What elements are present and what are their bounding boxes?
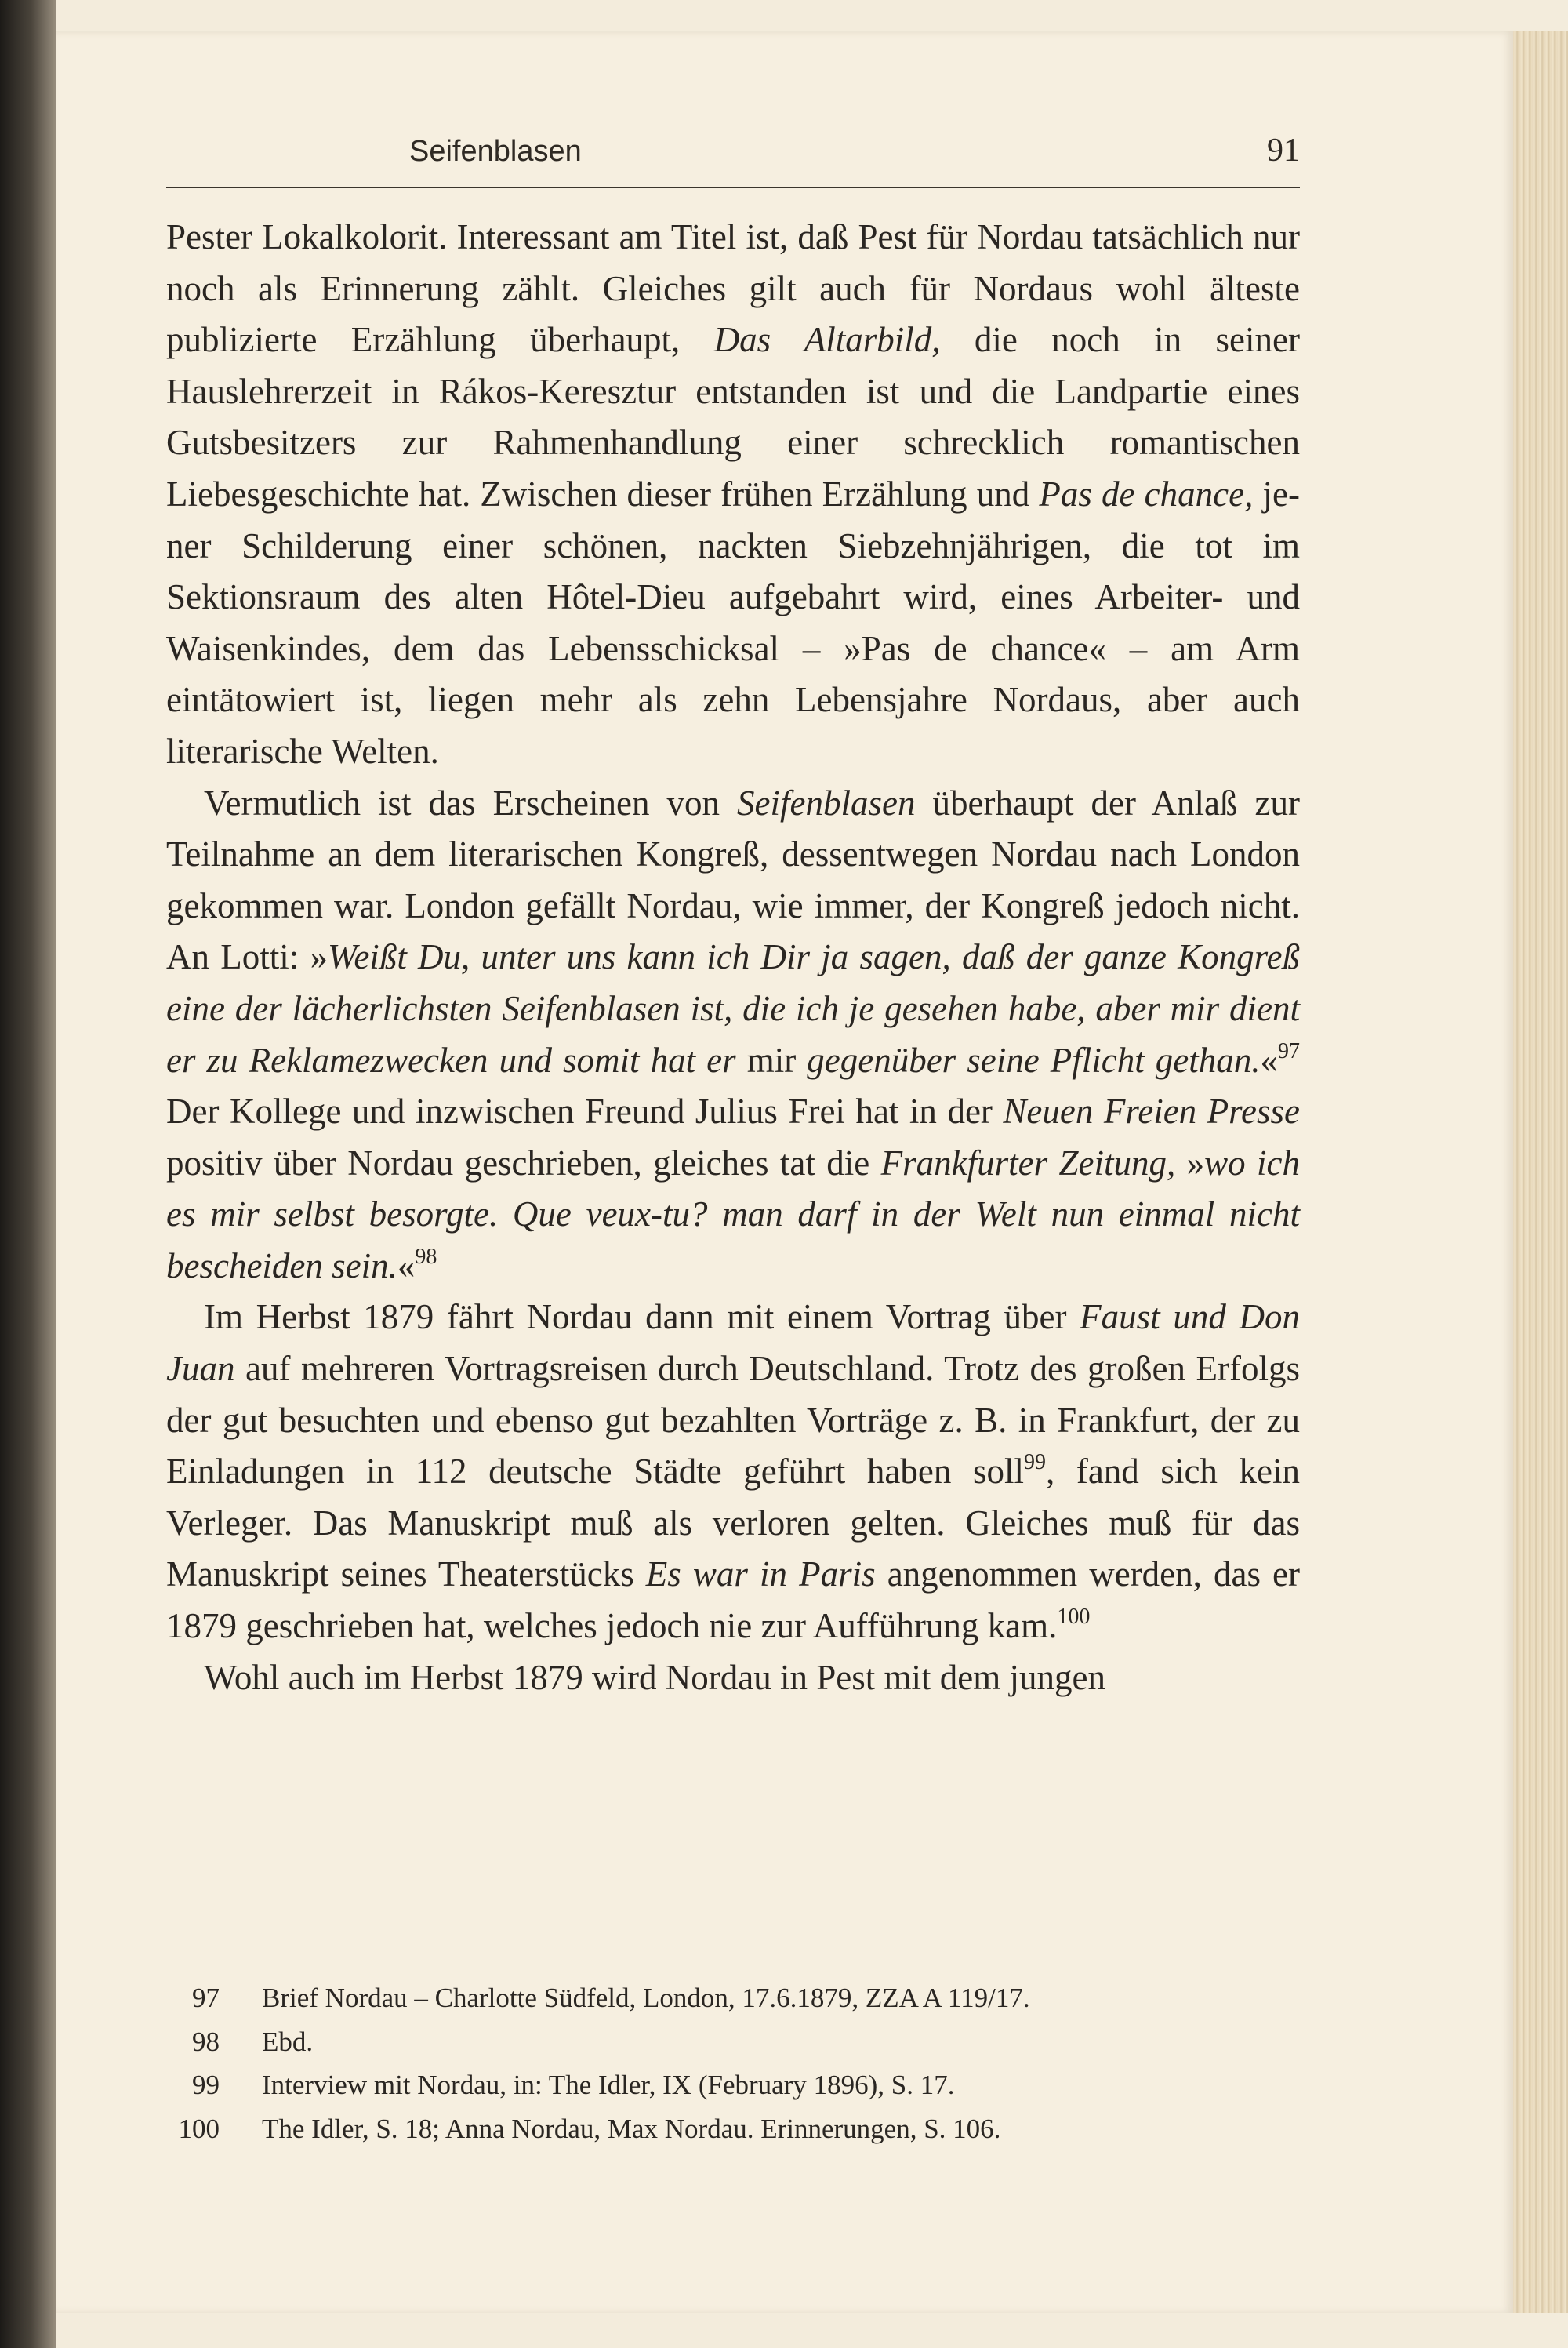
footnote-number: 100 xyxy=(178,2113,220,2144)
text-run: Pester Lokalkolorit. Interessant am Titel ist, daß Pest für Nordau tatsächlich nur noch als Erinnerung zählt. Gleiches gilt auch für Nordaus wohl älteste publizierte Erzählung überhaupt, xyxy=(166,217,1300,360)
footnote-ref: 98 xyxy=(415,1244,437,1269)
italic-title: Es war in Paris xyxy=(645,1554,876,1594)
text-run: positiv über Nordau geschrieben, gleiches tat die xyxy=(166,1143,881,1183)
footnote-number: 98 xyxy=(192,2026,220,2057)
italic-quote: gegenüber seine Pflicht gethan. xyxy=(807,1040,1261,1080)
text-run: überhaupt der Anlaß zur Teilnahme an dem literarischen Kongreß, dessentwegen Nordau nach London gekommen war. London gefällt Nordau, wie immer, der Kongreß jedoch nicht. An Lotti: » xyxy=(166,783,1300,977)
text-run: jener Schilderung einer schönen, nackten Siebzehnjährigen, die tot im Sektionsraum des alten Hôtel-Dieu aufgebahrt wird, eines Arbeiter- und Waisenkindes, dem das Lebensschicksal – »Pas de chance« – am Arm eintätowiert ist, liegen mehr als zehn Lebensjahre Nordaus, aber auch literarische Welten. xyxy=(166,474,1300,771)
text-run: die noch in seiner Hauslehrerzeit in Rákos-Keresztur entstanden ist und die Landpartie eines Gutsbesitzers zur Rahmenhandlung einer schrecklich romantischen Liebesgeschichte hat. Zwischen dieser frühen Erzählung und xyxy=(166,320,1300,514)
text-run: auf mehreren Vortragsreisen durch Deutschland. Trotz des großen Erfolgs der gut besuchten und ebenso gut bezahlten Vorträge z. B. in Frankfurt, der zu Einladungen in 112 deutsche Städte geführt haben soll xyxy=(166,1349,1300,1492)
running-head: Seifenblasen xyxy=(409,135,582,168)
italic-quote: wo ich es mir selbst besorgte. Que veux-tu? man darf in der Welt nun einmal nicht bescheiden sein. xyxy=(166,1143,1301,1285)
page-header xyxy=(166,132,1300,188)
page-edge-stack xyxy=(1513,31,1568,2313)
main-text xyxy=(166,212,1300,1703)
footnote-text: The Idler, S. 18; Anna Nordau, Max Nordau. Erinnerungen, S. 106. xyxy=(262,2113,1001,2144)
italic-title: Das Altarbild, xyxy=(713,320,941,360)
text-run: Der Kollege und inzwischen Freund Julius Frei hat in der xyxy=(166,1092,1004,1132)
italic-title: Pas de chance, xyxy=(1039,474,1254,514)
text-run: » xyxy=(1175,1143,1205,1183)
italic-title: Faust und Don Juan xyxy=(166,1297,1300,1389)
paragraph-4 xyxy=(166,1652,1300,1704)
text-run: « xyxy=(1260,1040,1279,1080)
text-run: , fand sich kein Verleger. Das Manuskript muß als verloren gelten. Gleiches muß für das Manuskript seines Theaterstücks xyxy=(166,1452,1301,1594)
italic-quote: Weißt Du, unter uns kann ich Dir ja sagen, daß der ganze Kongreß eine der lächerlichsten Seifenblasen ist, die ich je gesehen habe, aber mir dient er zu Reklamezwecken und somit hat er xyxy=(166,937,1300,1080)
footnote xyxy=(166,2020,1300,2064)
paragraph-3 xyxy=(166,1292,1300,1652)
footnote-text: Brief Nordau – Charlotte Südfeld, London, 17.6.1879, ZZA A 119/17. xyxy=(262,1983,1030,2013)
italic-title: Seifenblasen xyxy=(737,783,916,823)
paragraph-1 xyxy=(166,212,1300,778)
footnote-ref: 100 xyxy=(1057,1605,1091,1630)
text-run: Im Herbst 1879 fährt Nordau dann mit einem Vortrag über xyxy=(204,1297,1080,1337)
book-binding xyxy=(0,0,56,2348)
footnote xyxy=(166,1976,1300,2020)
footnote-number: 97 xyxy=(192,1983,220,2013)
footnote-text: Ebd. xyxy=(262,2026,314,2057)
text-run: « xyxy=(397,1245,416,1285)
italic-title: Frankfurter Zeitung, xyxy=(880,1143,1176,1183)
paragraph-2 xyxy=(166,778,1300,1292)
footnote-ref: 99 xyxy=(1023,1450,1046,1475)
text-run: Wohl auch im Herbst 1879 wird Nordau in Pest mit dem jungen xyxy=(204,1657,1105,1697)
footnotes xyxy=(166,1976,1300,2150)
text-run: angenommen werden, das er 1879 geschrieben hat, welches jedoch nie zur Aufführung kam. xyxy=(166,1554,1300,1646)
footnote-ref: 97 xyxy=(1278,1038,1301,1063)
text-run: mir xyxy=(735,1040,808,1080)
text-run: Vermutlich ist das Erscheinen von xyxy=(204,783,738,823)
footnote xyxy=(166,2063,1300,2107)
footnote xyxy=(166,2107,1300,2151)
footnote-number: 99 xyxy=(192,2070,220,2100)
italic-title: Neuen Freien Presse xyxy=(1003,1092,1300,1132)
footnote-text: Interview mit Nordau, in: The Idler, IX (February 1896), S. 17. xyxy=(262,2070,955,2100)
page-number: 91 xyxy=(1267,133,1300,169)
